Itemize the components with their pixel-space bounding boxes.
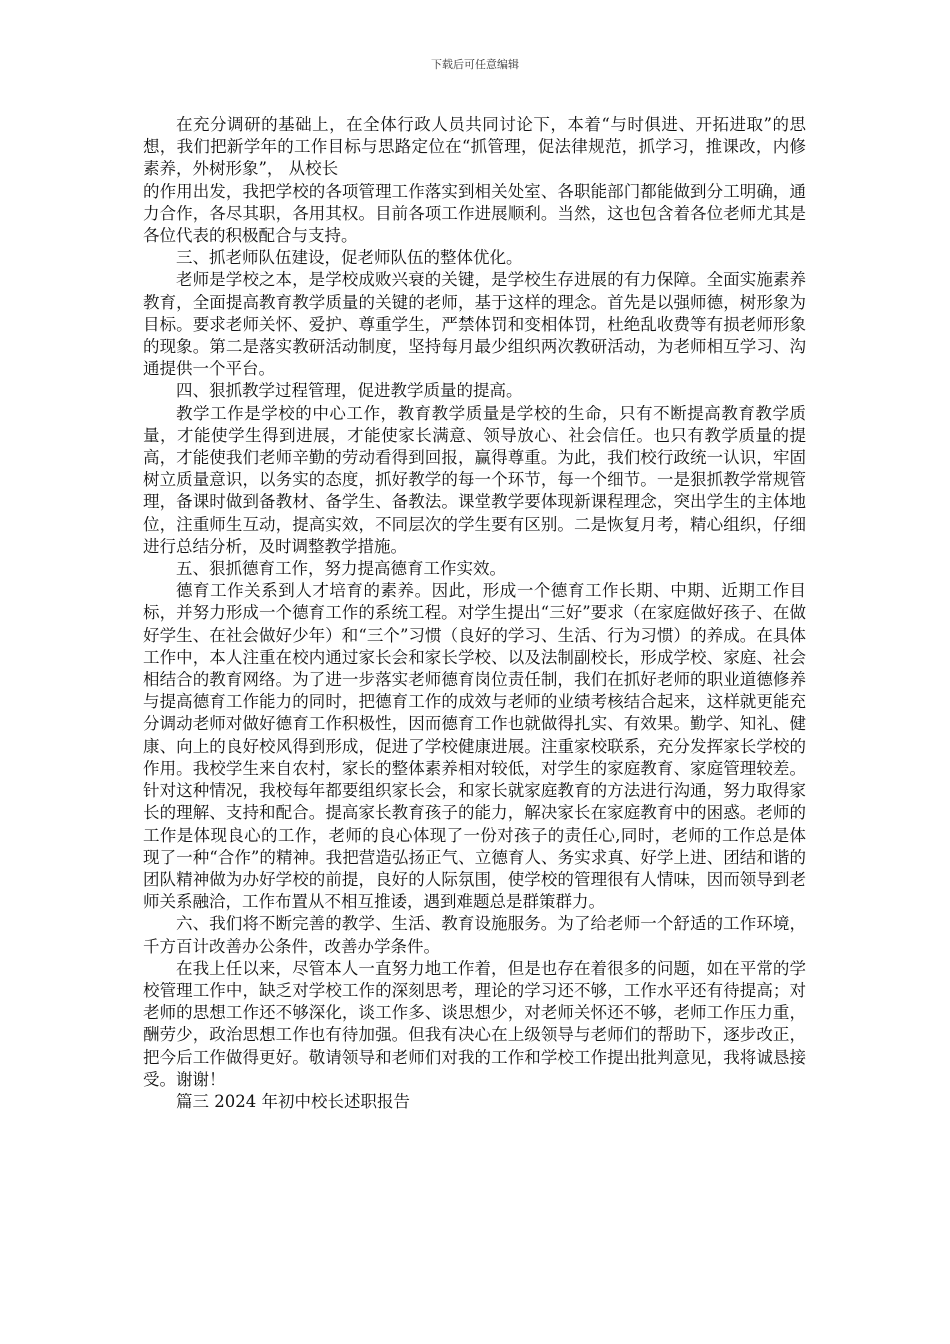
paragraph-teaching-process: 教学工作是学校的中心工作，教育教学质量是学校的生命，只有不断提高教育教学质量，才能使学生得到进展，才能使家长满意、领导放心、社会信任。也只有教学质量的提高，才能使我们老师辛勤的劳动看得到回报，赢得尊重。为此，我们校行政统一认识，牢固树立质量意识，以务实的态度，抓好教学的每一个环节，每一个细节。一是狠抓教学常规管理，备课时做到备教材、备学生、备教法。课堂教学要体现新课程理念，突出学生的主体地位，注重师生互动，提高实效，不同层次的学生要有区别。二是恢复月考，精心组织，仔细进行总结分析，及时调整教学措施。: [143, 403, 806, 556]
document-body: [143, 114, 806, 1113]
section-heading-moral-education: 五、狠抓德育工作，努力提高德育工作实效。: [176, 559, 506, 579]
paragraph-teacher-team: 老师是学校之本，是学校成败兴衰的关键，是学校生存进展的有力保障。全面实施素养教育，全面提高教育教学质量的关键的老师，基于这样的理念。首先是以强师德，树形象为目标。要求老师关怀、爱护、尊重学生，严禁体罚和变相体罚，杜绝乱收费等有损老师形象的现象。第二是落实教研活动制度，坚持每月最少组织两次教研活动，为老师相互学习、沟通提供一个平台。: [143, 270, 806, 379]
next-article-title: 篇三 2024 年初中校长述职报告: [176, 1091, 410, 1111]
page-header-note: 下载后可任意编辑: [431, 58, 519, 71]
paragraph-intro-continued: 的作用出发，我把学校的各项管理工作落实到相关处室、各职能部门都能做到分工明确，通力合作，各尽其职，各用其权。目前各项工作进展顺利。当然，这也包含着各位老师尤其是各位代表的积极配合与支持。: [143, 181, 806, 246]
paragraph-self-review: 在我上任以来，尽管本人一直努力地工作着，但是也存在着很多的问题，如在平常的学校管理工作中，缺乏对学校工作的深刻思考，理论的学习还不够，工作水平还有待提高；对老师的思想工作还不够深化，谈工作多、谈思想少，对老师关怀还不够，老师工作压力重，酬劳少，政治思想工作也有待加强。但我有决心在上级领导与老师们的帮助下，逐步改正，把今后工作做得更好。敬请领导和老师们对我的工作和学校工作提出批判意见，我将诚恳接受。谢谢！: [143, 958, 806, 1089]
paragraph-intro: 在充分调研的基础上，在全体行政人员共同讨论下，本着“与时俱进、开拓进取”的思想，我们把新学年的工作目标与思路定位在“抓管理，促法律规范，抓学习，推课改，内修素养，外树形象”， 从校长: [143, 115, 806, 179]
section-heading-teaching-process: 四、狠抓教学过程管理，促进教学质量的提高。: [176, 381, 523, 401]
section-heading-teacher-team: 三、抓老师队伍建设，促老师队伍的整体优化。: [176, 248, 523, 268]
section-heading-facilities: 六、我们将不断完善的教学、生活、教育设施服务。为了给老师一个舒适的工作环境，千方百计改善办公条件，改善办学条件。: [143, 914, 806, 956]
paragraph-moral-education: 德育工作关系到人才培育的素养。因此，形成一个德育工作长期、中期、近期工作目标，并努力形成一个德育工作的系统工程。对学生提出“三好”要求（在家庭做好孩子、在做好学生、在社会做好少年）和“三个”习惯（良好的学习、生活、行为习惯）的养成。在具体工作中，本人注重在校内通过家长会和家长学校、以及法制副校长，形成学校、家庭、社会相结合的教育网络。为了进一步落实老师德育岗位责任制，我们在抓好老师的职业道德修养与提高德育工作能力的同时，把德育工作的成效与老师的业绩考核结合起来，这样就更能充分调动老师对做好德育工作积极性，因而德育工作也就做得扎实、有效果。勤学、知礼、健康、向上的良好校风得到形成，促进了学校健康进展。注重家校联系，充分发挥家长学校的作用。我校学生来自农村，家长的整体素养相对较低，对学生的家庭教育、家庭管理较差。针对这种情况，我校每年都要组织家长会，和家长就家庭教育的方法进行沟通，努力取得家长的理解、支持和配合。提高家长教育孩子的能力，解决家长在家庭教育中的困惑。老师的工作是体现良心的工作，老师的良心体现了一份对孩子的责任心,同时，老师的工作总是体现了一种“合作”的精神。我把营造弘扬正气、立德育人、务实求真、好学上进、团结和谐的团队精神做为办好学校的前提，良好的人际氛围，使学校的管理很有人情味，因而领导到老师关系融洽，工作布置从不相互推诿，遇到难题总是群策群力。: [143, 581, 806, 912]
